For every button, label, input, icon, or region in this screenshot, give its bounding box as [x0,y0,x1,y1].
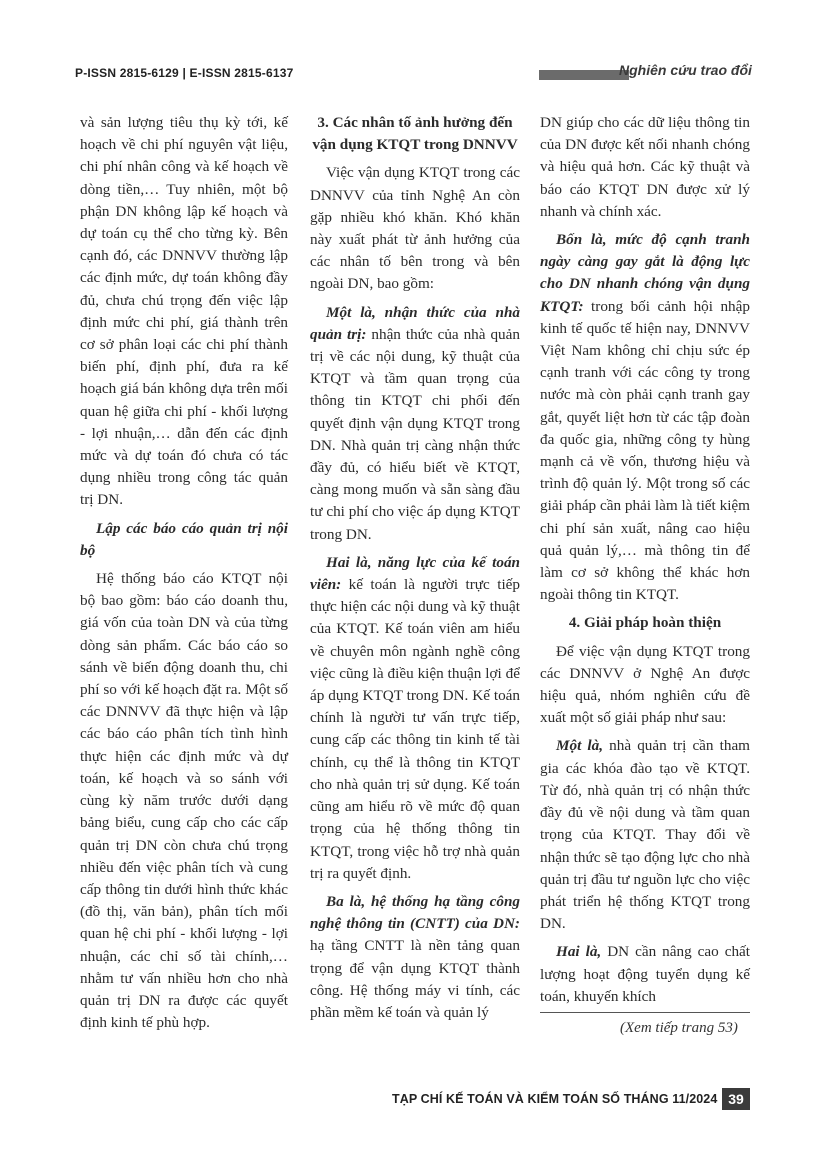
lead-text: Hai là, năng lực của kế toán viên: [310,553,520,594]
lead-text: Bốn là, mức độ cạnh tranh ngày càng gay gắt là động lực cho DN nhanh chóng vận dụng KTQT: [540,231,750,315]
page-number: 39 [722,1088,750,1110]
lead-text: Một là, [556,737,604,755]
body-text: DN cần nâng cao chất lượng hoạt động tuyển dụng kế toán, khuyến khích [540,943,750,1005]
lead-text: Hai là, [556,943,602,961]
section-title: Nghiên cứu trao đổi [619,62,752,78]
paragraph: Việc vận dụng KTQT trong các DNNVV của tỉnh Nghệ An còn gặp nhiều khó khăn. Khó khăn này xuất phát từ ảnh hưởng của các nhân tố bên trong và bên ngoài DN, bao gồm: [310,164,520,293]
continued-note: (Xem tiếp trang 53) [620,1020,738,1036]
section-heading: 3. Các nhân tố ảnh hưởng đến vận dụng KTQT trong DNNVV [312,114,518,154]
paragraph: Để việc vận dụng KTQT trong các DNNVV ở Nghệ An được hiệu quả, nhóm nghiên cứu đề xuất một số giải pháp như sau: [540,642,750,727]
journal-footer-title: TẠP CHÍ KẾ TOÁN VÀ KIỂM TOÁN SỐ THÁNG 11/2024 [392,1092,718,1106]
paragraph-factor-1 [310,302,520,546]
header-bar [539,70,629,80]
issn-header: P-ISSN 2815-6129 | E-ISSN 2815-6137 [75,66,294,80]
column-1 [80,112,288,1040]
column-3 [540,112,750,1014]
column-2 [310,112,520,1030]
divider [540,1012,750,1013]
body-text: hạ tầng CNTT là nền tảng quan trọng để vận dụng KTQT thành công. Hệ thống máy vi tính, các phần mềm kế toán và quản lý [310,937,520,1021]
body-text: nhà quản trị cần tham gia các khóa đào tạo về KTQT. Từ đó, nhà quản trị có nhận thức đầy đủ về nội dung và tầm quan trọng của KTQT. Thay đổi về nhận thức sẽ tạo động lực cho nhà quản trị đầu tư nguồn lực cho việc phát triển hệ thống KTQT trong DN. [540,737,750,933]
paragraph: Hệ thống báo cáo KTQT nội bộ bao gồm: báo cáo doanh thu, giá vốn của toàn DN và của từng dòng sản phẩm. Các báo cáo so sánh về biến động doanh thu, chi phí so với kế hoạch đặt ra. Một số các DNNVV đã thực hiện và lập các báo cáo phân tích tình hình thực hiện các định mức và dự toán, kế hoạch và so sánh với cùng kỳ năm trước dưới dạng bảng biểu, cung cấp cho các cấp quản trị DN còn chưa chú trọng nhiều đến việc phân tích và cung cấp thông tin dưới hình thức khác (đồ thị, văn bản), phân tích mối quan hệ chi phí - khối lượng - lợi nhuận, các chỉ số tài chính,… nhằm tư vấn nhiều hơn cho nhà quản trị DN ra được các quyết định kinh tế phù hợp. [80,570,288,1032]
lead-text: Một là, nhận thức của nhà quản trị: [310,303,520,343]
paragraph-solution-2 [540,941,750,1008]
lead-text: Ba là, hệ thống hạ tầng công nghệ thông tin (CNTT) của DN: [310,892,520,933]
body-text: trong bối cảnh hội nhập kinh tế quốc tế hiện nay, DNNVV Việt Nam không chỉ chịu sức ép cạnh tranh với các công ty trong nước mà còn phải cạnh tranh gay gắt, quyết liệt hơn từ các tập đoàn đa quốc gia, những công ty hùng mạnh cả về vốn, thương hiệu và trình độ quản lý. Một trong số các giải pháp cần phải làm là tiết kiệm chi phí sản xuất, nâng cao hiệu quả quản lý,… mà thông tin để làm cơ sở không thể khác hơn ngoài thông tin KTQT. [540,297,750,604]
body-text: kế toán là người trực tiếp thực hiện các nội dung và kỹ thuật của KTQT. Kế toán viên am hiểu về chuyên môn ngành nghề công việc cũng là điều kiện thuận lợi để áp dụng KTQT trong DN. Kế toán chính là người tư vấn trực tiếp, cung cấp các thông tin kinh tế tài chính, cụ thể là thông tin KTQT cho nhà quản trị sử dụng. Kế toán cũng am hiểu rõ về mức độ quan trọng của hệ thống thông tin KTQT, trong việc hỗ trợ nhà quản trị ra quyết định. [310,576,520,882]
paragraph-factor-4 [540,229,750,606]
paragraph-solution-1 [540,735,750,935]
body-text: nhận thức của nhà quản trị về các nội dung, kỹ thuật của KTQT và tầm quan trọng của thông tin KTQT chi phối đến quyết định vận dụng KTQT trong DN. Nhà quản trị càng nhận thức đầy đủ, có hiểu biết về KTQT, càng mong muốn và sẵn sàng đầu tư chi phí cho việc áp dụng KTQT trong DN. [310,325,520,543]
paragraph: DN giúp cho các dữ liệu thông tin của DN được kết nối nhanh chóng và hiệu quả hơn. Các kỹ thuật và báo cáo KTQT DN được xử lý nhanh và chính xác. [540,114,750,220]
subheading: Lập các báo cáo quản trị nội bộ [80,519,288,559]
paragraph-factor-2 [310,552,520,885]
paragraph: và sản lượng tiêu thụ kỳ tới, kế hoạch về chi phí nguyên vật liệu, chi phí nhân công và kế hoạch về dòng tiền,… Tuy nhiên, một bộ phận DN không lập kế hoạch và dự toán cụ thể cho từng kỳ. Bên cạnh đó, các DNNVV thường lập các định mức, dự toán không đầy đủ, chưa chú trọng đến việc lập định mức chi phí, giá thành trên cơ sở phân loại các chi phí thành biến phí, định phí, đưa ra kế hoạch giá bán không dựa trên mối quan hệ giữa chi phí - khối lượng - lợi nhuận,… dẫn đến các định mức và dự toán đó chưa có tác dụng nhiều trong công tác quản trị DN. [80,114,288,509]
paragraph-factor-3 [310,891,520,1024]
section-heading: 4. Giải pháp hoàn thiện [568,614,722,632]
